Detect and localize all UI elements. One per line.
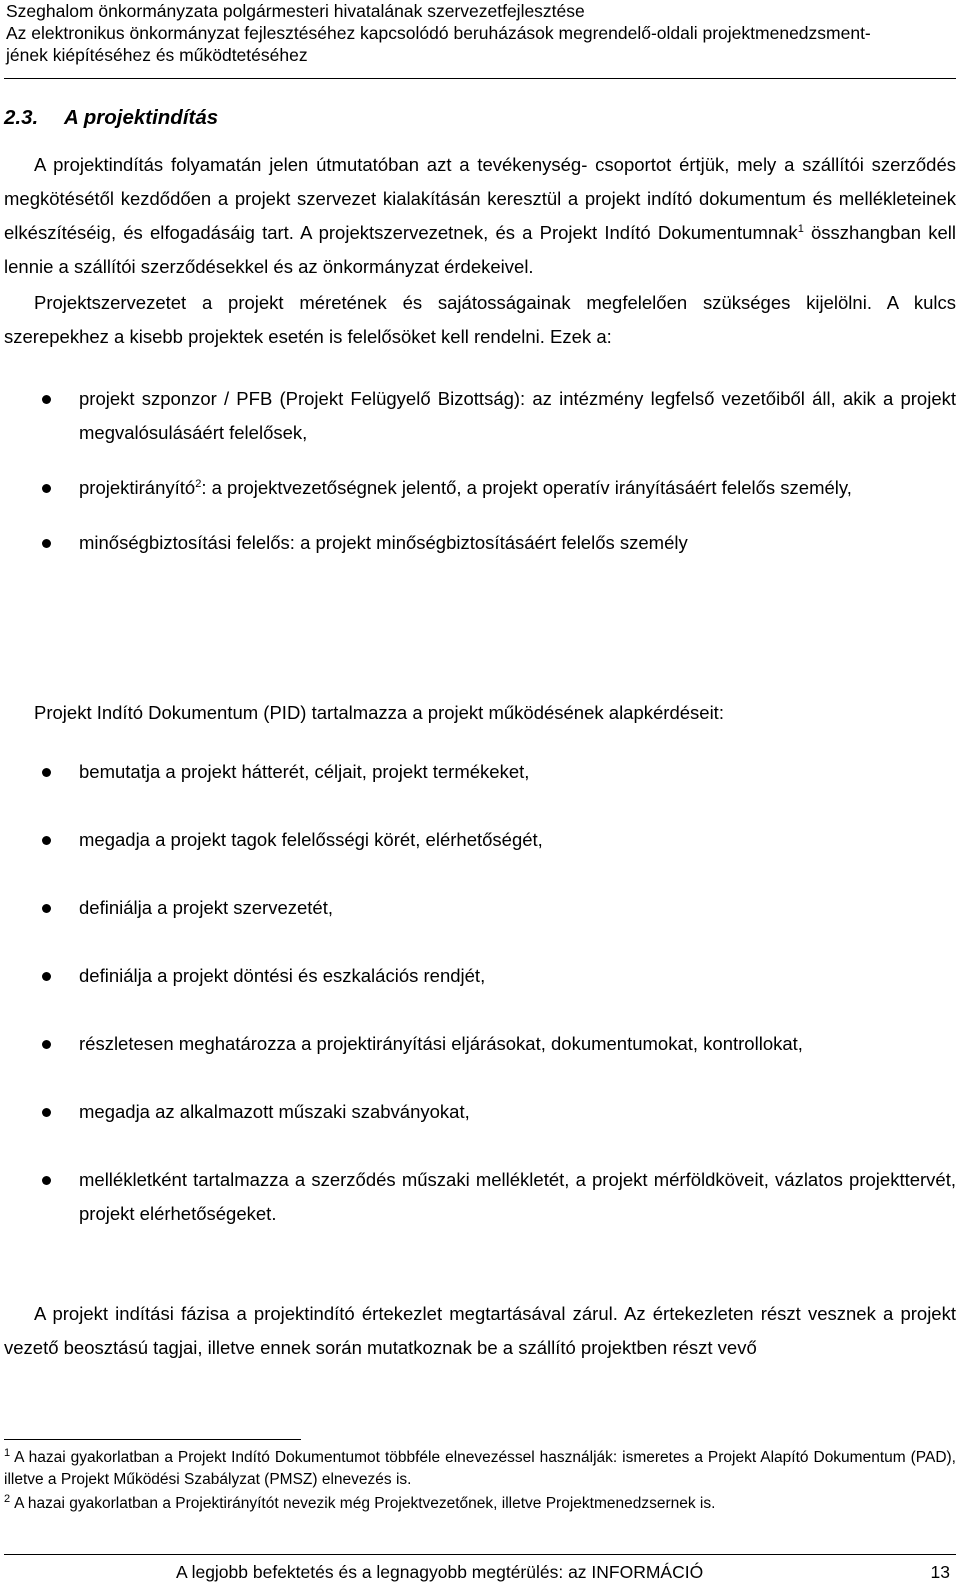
paragraph-intro-text-a: A projektindítás folyamatán jelen útmutatóban azt a tevékenység- csoportot értjük, mely a szállítói szerződés megkötésétől kezdődően a projekt szervezet kialakításán keresztül a projekt indító dokumentum és mellékleteinek elkészítéséig, és elfogadásáig tart. A projektszervezetnek, és a Projekt Indító Dokumentumnak [4, 154, 956, 243]
bullet-icon [42, 484, 51, 493]
list-item [4, 823, 956, 857]
list-item-text: minőségbiztosítási felelős: a projekt minőségbiztosításáért felelős személy [79, 532, 688, 553]
footnote-text: A hazai gyakorlatban a Projektirányítót nevezik még Projektvezetőnek, illetve Projektmenedzsernek is. [14, 1495, 716, 1512]
list-item [4, 959, 956, 993]
footnote-number: 2 [4, 1492, 11, 1505]
bullet-icon [42, 904, 51, 913]
footer-divider [4, 1554, 956, 1555]
footnote-ref-1[interactable]: 1 [797, 222, 804, 235]
footnote-number: 1 [4, 1446, 11, 1459]
footnotes [4, 1447, 956, 1517]
list-item [4, 891, 956, 925]
bullet-icon [42, 1176, 51, 1185]
footnote [4, 1447, 956, 1491]
list-item-text: definiálja a projekt szervezetét, [79, 897, 333, 918]
footnote-divider [4, 1439, 301, 1440]
list-item-text: bemutatja a projekt hátterét, céljait, projekt termékeket, [79, 761, 530, 782]
footnote [4, 1493, 956, 1515]
header-line-2: Az elektronikus önkormányzat fejlesztéséhez kapcsolódó beruházások megrendelő-oldali projektmenedzsment- [6, 23, 871, 43]
list-item [4, 1163, 956, 1231]
bullet-icon [42, 1108, 51, 1117]
paragraph-pid: Projekt Indító Dokumentum (PID) tartalmazza a projekt működésének alapkérdéseit: [34, 702, 724, 723]
bullet-icon [42, 539, 51, 548]
list-item [4, 526, 956, 560]
list-item-text: részletesen meghatározza a projektirányítási eljárásokat, dokumentumokat, kontrollokat, [79, 1033, 803, 1054]
bullet-icon [42, 972, 51, 981]
paragraph-closing: A projekt indítási fázisa a projektindító értekezlet megtartásával zárul. Az értekezleten részt vesznek a projekt vezető beosztású tagjai, illetve ennek során mutatkoznak be a szállító projektben részt vevő [4, 1303, 956, 1358]
list-item [4, 755, 956, 789]
header-line-3: jének kiépítéséhez és működtetéséhez [6, 45, 308, 65]
list-item-text: megadja a projekt tagok felelősségi körét, elérhetőségét, [79, 829, 543, 850]
list-item-text: megadja az alkalmazott műszaki szabványokat, [79, 1101, 470, 1122]
bullet-icon [42, 395, 51, 404]
section-heading [4, 106, 218, 130]
list-item [4, 471, 956, 505]
list-item-text: : a projektvezetőségnek jelentő, a projekt operatív irányításáért felelős személy, [201, 477, 852, 498]
footnote-text: A hazai gyakorlatban a Projekt Indító Dokumentumot többféle elnevezéssel használják: ismeretes a Projekt Alapító Dokumentum (PAD), illetve a Projekt Működési Szabályzat (PMSZ) elnevezés is. [4, 1449, 956, 1488]
paragraph-intro-text-b: összhangban kell lennie a szállítói szerződésekkel és az önkormányzat érdekeivel. [4, 222, 956, 277]
paragraph-intro [4, 148, 956, 284]
bullet-icon [42, 1040, 51, 1049]
list-item [4, 1095, 956, 1129]
bullet-icon [42, 768, 51, 777]
list-item-text: mellékletként tartalmazza a szerződés műszaki mellékletét, a projekt mérföldköveit, vázlatos projekttervét, projekt elérhetőségeket. [79, 1169, 956, 1224]
header-line-1: Szeghalom önkormányzata polgármesteri hivatalának szervezetfejlesztése [6, 1, 585, 21]
footnote-ref-2[interactable]: 2 [195, 477, 202, 490]
roles-list [4, 382, 956, 560]
list-item-text: projektirányító [79, 477, 196, 498]
running-header [6, 0, 956, 66]
page-number: 13 [930, 1562, 950, 1582]
list-item [4, 1027, 956, 1061]
pid-contents-list [4, 755, 956, 1231]
footer-tagline: A legjobb befektetés és a legnagyobb megtérülés: az INFORMÁCIÓ [176, 1562, 704, 1582]
header-divider [4, 78, 956, 79]
list-item-text: definiálja a projekt döntési és eszkalációs rendjét, [79, 965, 486, 986]
list-item [4, 382, 956, 450]
section-number: 2.3. [4, 106, 39, 129]
section-title: A projektindítás [64, 106, 219, 129]
paragraph-roles: Projektszervezetet a projekt méretének és sajátosságainak megfelelően szükséges kijelölni. A kulcs szerepekhez a kisebb projektek esetén is felelősöket kell rendelni. Ezek a: [4, 292, 956, 347]
bullet-icon [42, 836, 51, 845]
list-item-text: projekt szponzor / PFB (Projekt Felügyelő Bizottság): az intézmény legfelső vezetőiből áll, akik a projekt megvalósulásáért felelősek, [79, 388, 956, 443]
